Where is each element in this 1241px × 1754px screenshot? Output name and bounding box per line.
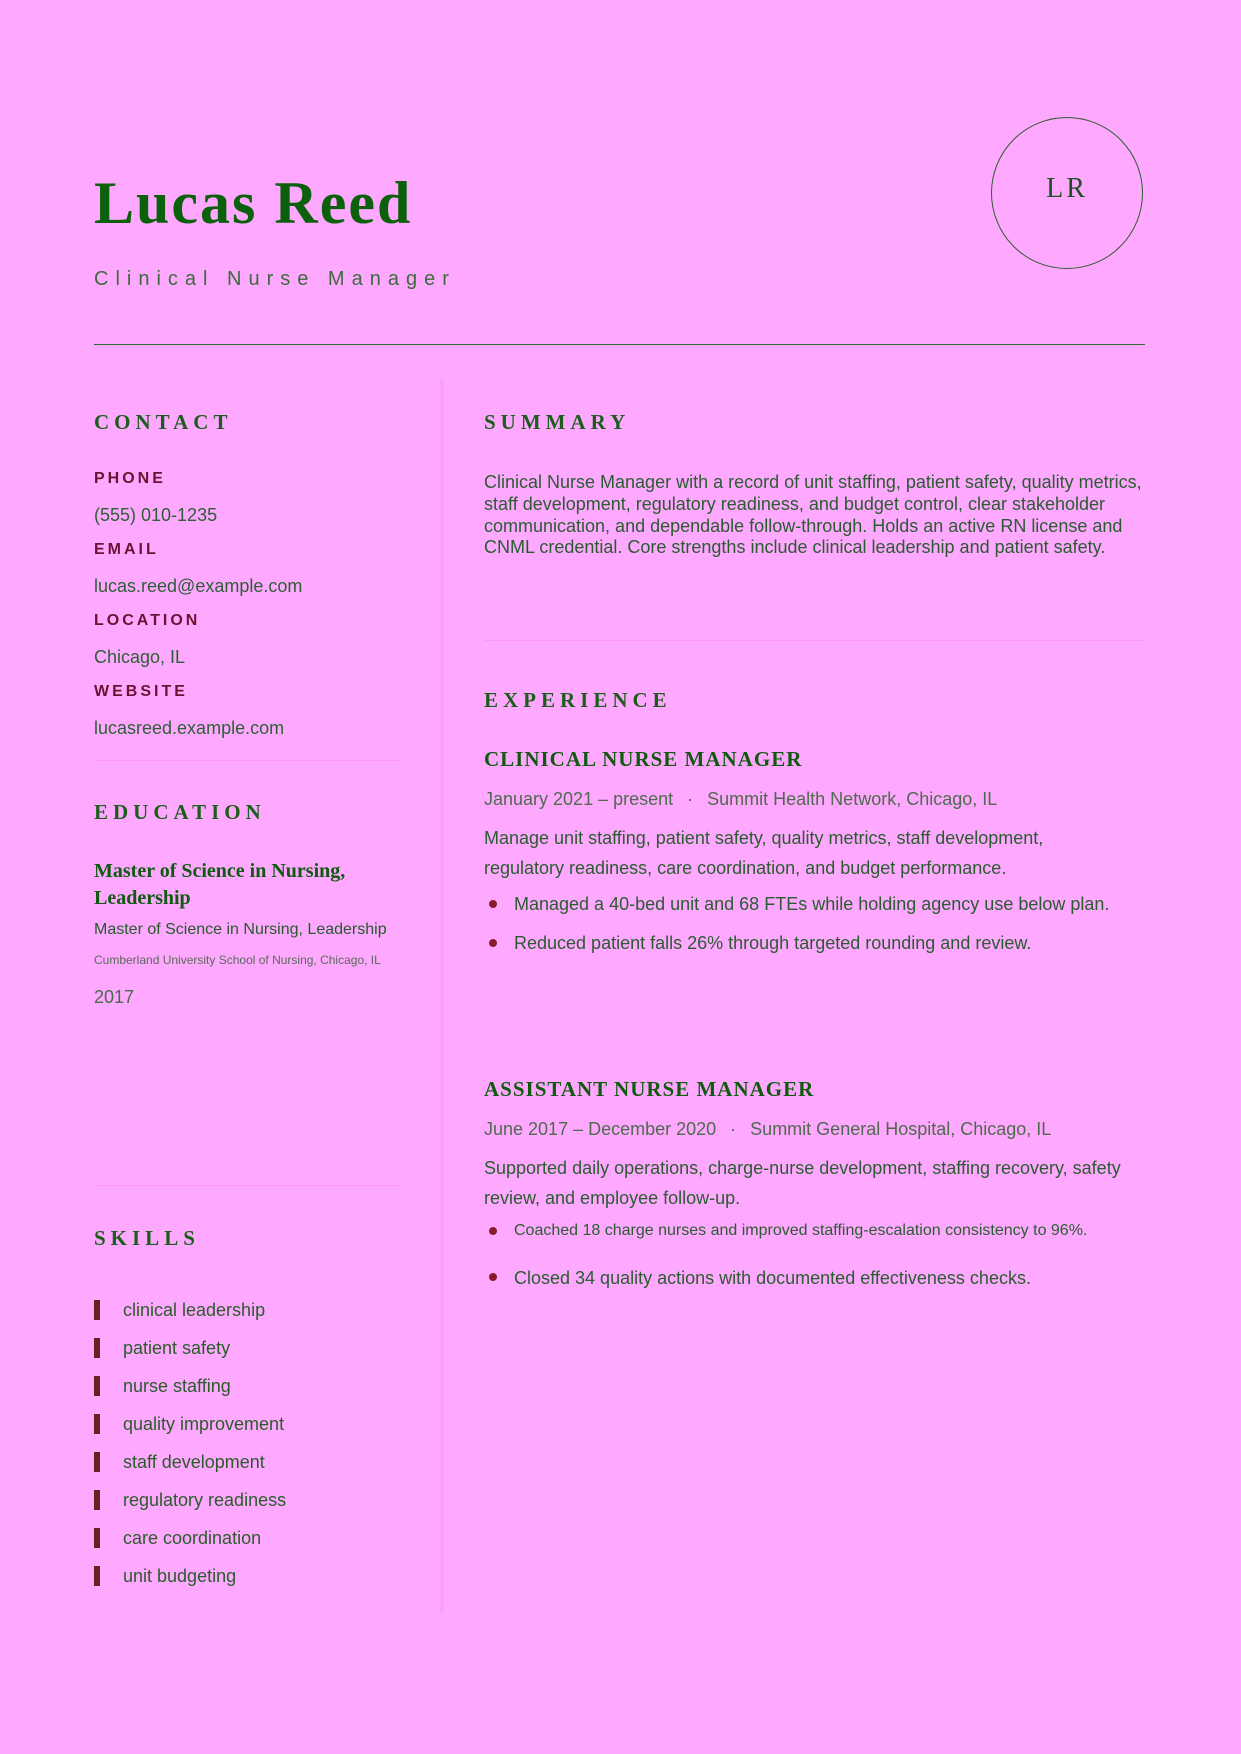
skill-marker: [94, 1566, 100, 1586]
skill-label: unit budgeting: [123, 1565, 237, 1586]
job-description: Manage unit staffing, patient safety, quality metrics, staff development, regulatory readiness, care coordination, and budget performance.: [484, 828, 1044, 878]
skills-list: [94, 1291, 286, 1595]
phone-label: PHONE: [94, 470, 166, 487]
job-achievements: [484, 893, 1144, 971]
achievement-text: Closed 34 quality actions with documented effectiveness checks.: [514, 1268, 1031, 1288]
job-meta: [484, 1119, 1051, 1140]
skill-marker: [94, 1528, 100, 1548]
skill-label: staff development: [123, 1451, 265, 1472]
email-value[interactable]: lucas.reed@example.com: [94, 576, 303, 596]
candidate-name: Lucas Reed: [94, 170, 413, 236]
skill-item: [94, 1557, 286, 1595]
header-divider: [94, 344, 1145, 345]
skill-item: [94, 1443, 286, 1481]
job-employer: Summit Health Network, Chicago, IL: [707, 789, 998, 809]
achievement-item: [484, 893, 1144, 932]
degree-subtitle: Master of Science in Nursing, Leadership: [94, 921, 387, 938]
summary-text: Clinical Nurse Manager with a record of unit staffing, patient safety, quality metrics, staff development, regulatory readiness, and budget control, clear stakeholder communication, and dependable follow-through. Holds an active RN license and CNML credential. Core strengths include clinical leadership and patient safety.: [484, 472, 1142, 558]
education-divider: [94, 1185, 400, 1186]
website-value[interactable]: lucasreed.example.com: [94, 718, 285, 738]
website-label: WEBSITE: [94, 683, 188, 700]
skill-item: [94, 1481, 286, 1519]
job-meta: [484, 789, 997, 810]
email-label: EMAIL: [94, 541, 159, 558]
skill-marker: [94, 1414, 100, 1434]
skill-item: [94, 1367, 286, 1405]
skill-label: clinical leadership: [123, 1299, 266, 1320]
bullet-dot: [489, 900, 497, 908]
job-employer: Summit General Hospital, Chicago, IL: [750, 1119, 1052, 1139]
graduation-year: 2017: [94, 987, 135, 1007]
job-description: Supported daily operations, charge-nurse development, staffing recovery, safety review, and employee follow-up.: [484, 1158, 1121, 1208]
meta-separator: ·: [687, 789, 694, 809]
candidate-title: Clinical Nurse Manager: [94, 268, 456, 290]
contact-divider: [94, 760, 400, 761]
job-achievements: [484, 1221, 1144, 1291]
achievement-text: Coached 18 charge nurses and improved staffing-escalation consistency to 96%.: [514, 1222, 1088, 1239]
job-dates: January 2021 – present: [484, 789, 674, 809]
skill-label: patient safety: [123, 1337, 231, 1358]
summary-divider: [484, 640, 1144, 641]
achievement-text: Reduced patient falls 26% through targeted rounding and review.: [514, 933, 1032, 953]
skill-label: regulatory readiness: [123, 1489, 287, 1510]
experience-heading: EXPERIENCE: [484, 688, 672, 712]
achievement-text: Managed a 40-bed unit and 68 FTEs while holding agency use below plan.: [514, 894, 1110, 914]
column-divider: [440, 378, 444, 1614]
skill-marker: [94, 1338, 100, 1358]
skill-item: [94, 1405, 286, 1443]
skill-marker: [94, 1376, 100, 1396]
skill-marker: [94, 1452, 100, 1472]
skill-label: nurse staffing: [123, 1375, 231, 1396]
bullet-dot: [489, 939, 497, 947]
summary-heading: SUMMARY: [484, 410, 631, 434]
skill-marker: [94, 1300, 100, 1320]
monogram-badge: [991, 117, 1143, 269]
achievement-item: [484, 1221, 1144, 1267]
job-dates: June 2017 – December 2020: [484, 1119, 717, 1139]
achievement-item: [484, 932, 1144, 971]
job-title: ASSISTANT NURSE MANAGER: [484, 1077, 815, 1101]
skills-heading: SKILLS: [94, 1226, 200, 1250]
phone-value[interactable]: (555) 010-1235: [94, 505, 218, 525]
monogram-initials: LR: [1046, 173, 1088, 204]
job-title: CLINICAL NURSE MANAGER: [484, 747, 803, 771]
location-label: LOCATION: [94, 612, 201, 629]
contact-heading: CONTACT: [94, 410, 233, 434]
bullet-dot: [489, 1227, 497, 1235]
skill-item: [94, 1291, 286, 1329]
skill-label: quality improvement: [123, 1413, 285, 1434]
skill-item: [94, 1519, 286, 1557]
meta-separator: ·: [730, 1119, 737, 1139]
degree-title: Master of Science in Nursing, Leadership: [94, 860, 346, 909]
education-heading: EDUCATION: [94, 800, 266, 824]
skill-marker: [94, 1490, 100, 1510]
location-value: Chicago, IL: [94, 647, 186, 667]
school-name: Cumberland University School of Nursing, Chicago, IL: [94, 953, 381, 967]
skill-item: [94, 1329, 286, 1367]
bullet-dot: [489, 1273, 497, 1281]
achievement-item: [484, 1267, 1144, 1291]
skill-label: care coordination: [123, 1527, 262, 1548]
